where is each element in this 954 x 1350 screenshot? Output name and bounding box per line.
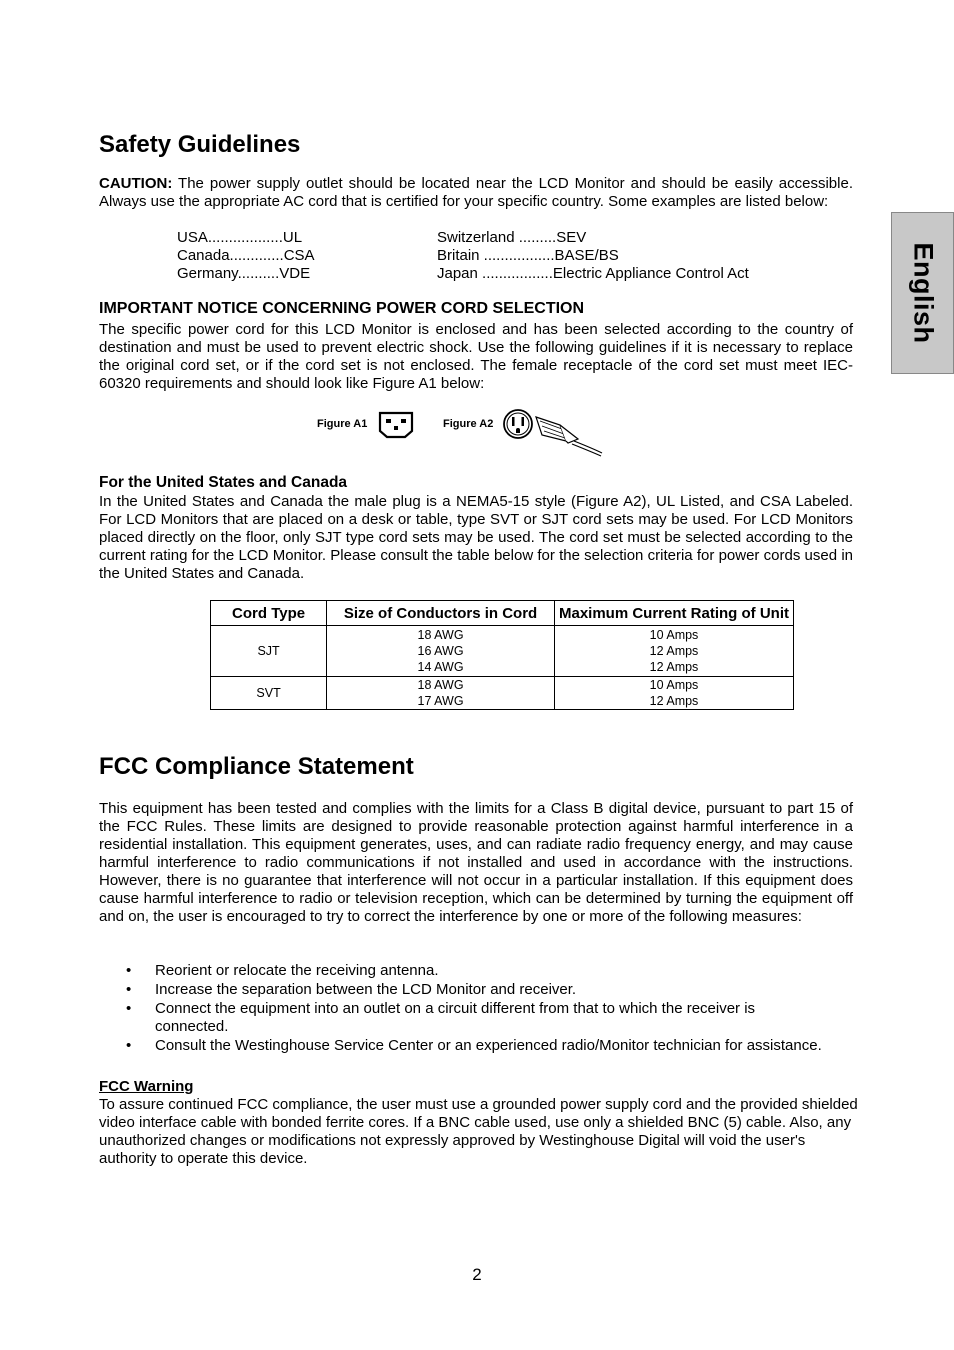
country-item: Germany..........VDE xyxy=(177,265,311,282)
caution-label: CAUTION: xyxy=(99,175,173,192)
bullet-icon: • xyxy=(126,1037,132,1054)
current-rating: 10 Amps xyxy=(649,628,699,642)
list-item xyxy=(99,962,859,980)
figure-a2-label: Figure A2 xyxy=(443,418,494,430)
country-list-right xyxy=(437,229,749,283)
column-header: Cord Type xyxy=(211,601,327,626)
fcc-title: FCC Compliance Statement xyxy=(99,753,414,780)
conductor-size: 18 AWG xyxy=(417,628,464,642)
bullet-icon: • xyxy=(126,962,132,979)
country-item: USA..................UL xyxy=(177,229,303,246)
conductor-size: 14 AWG xyxy=(417,660,464,674)
current-rating: 12 Amps xyxy=(649,694,699,708)
fcc-warning-title: FCC Warning xyxy=(99,1078,194,1095)
column-header: Maximum Current Rating of Unit xyxy=(554,601,793,626)
country-list-left xyxy=(177,229,315,283)
table-row xyxy=(211,626,794,677)
country-item: Switzerland .........SEV xyxy=(437,229,587,246)
measure-text: Connect the equipment into an outlet on a circuit different from that to which the receiver is connected. xyxy=(155,1000,756,1035)
list-item xyxy=(99,981,859,999)
plug-icon xyxy=(502,407,606,462)
cord-type-cell: SJT xyxy=(211,626,327,677)
caution-paragraph xyxy=(99,175,853,211)
country-item: Britain .................BASE/BS xyxy=(437,247,619,264)
us-canada-text: In the United States and Canada the male plug is a NEMA5-15 style (Figure A2), UL Listed, and CSA Labeled. For LCD Monitors that are placed on a desk or table, type SVT or SJT cord sets may be used. For LCD Monitors placed directly on the floor, only SJT type cord sets may be used. The cord set must be selected according to the current rating for the LCD Monitor. Please consult the table below for the selection criteria for power cords used in the United States and Canada. xyxy=(99,493,853,582)
receptacle-icon xyxy=(377,411,415,444)
language-tab-label: English xyxy=(908,242,938,344)
notice-text: The specific power cord for this LCD Monitor is enclosed and has been selected according to the country of destination and must be used to prevent electric shock. Use the following guidelines if it is necessary to replace the original cord set, or if the cord set is not enclosed. The female receptacle of the cord set must meet IEC-60320 requirements and should look like Figure A1 below: xyxy=(99,321,853,392)
us-canada-title: For the United States and Canada xyxy=(99,474,348,491)
column-header: Size of Conductors in Cord xyxy=(327,601,555,626)
current-rating-cell xyxy=(554,677,793,710)
notice-title: IMPORTANT NOTICE CONCERNING POWER CORD SELECTION xyxy=(99,300,585,317)
current-rating: 12 Amps xyxy=(649,660,699,674)
measures-list xyxy=(99,962,859,1056)
bullet-icon: • xyxy=(126,1000,132,1017)
table-header-row xyxy=(211,601,794,626)
bullet-icon: • xyxy=(126,981,132,998)
conductor-size: 18 AWG xyxy=(417,678,464,692)
conductor-size: 17 AWG xyxy=(417,694,464,708)
current-rating: 12 Amps xyxy=(649,644,699,658)
cord-type-cell: SVT xyxy=(211,677,327,710)
fcc-warning-text: To assure continued FCC compliance, the user must use a grounded power supply cord and the provided shielded video interface cable with bonded ferrite cores. If a BNC cable used, use only a shielded BNC (5) cable. Also, any unauthorized changes or modifications not expressly approved by Westinghouse Digital will void the user's authority to operate this device. xyxy=(99,1096,858,1167)
language-tab[interactable] xyxy=(891,212,954,374)
figure-a1-label: Figure A1 xyxy=(317,418,368,430)
safety-title: Safety Guidelines xyxy=(99,131,301,158)
country-item: Japan .................Electric Appliance Control Act xyxy=(437,265,749,282)
page-number: 2 xyxy=(472,1265,482,1284)
measure-text: Reorient or relocate the receiving antenna. xyxy=(155,962,439,979)
conductor-size: 16 AWG xyxy=(417,644,464,658)
conductor-size-cell xyxy=(327,626,555,677)
list-item xyxy=(99,1037,859,1055)
country-item: Canada.............CSA xyxy=(177,247,315,264)
current-rating: 10 Amps xyxy=(649,678,699,692)
conductor-size-cell xyxy=(327,677,555,710)
measure-text: Consult the Westinghouse Service Center or an experienced radio/Monitor technician for assistance. xyxy=(155,1037,822,1054)
fcc-text: This equipment has been tested and complies with the limits for a Class B digital device, pursuant to part 15 of the FCC Rules. These limits are designed to provide reasonable protection against harmful interference in a residential installation. This equipment generates, uses, and can radiate radio frequency energy, and may cause harmful interference to radio communications if not installed and used in accordance with the instructions. However, there is no guarantee that interference will not occur in a particular installation. If this equipment does cause harmful interference to radio or television reception, which can be determined by turning the equipment off and on, the user is encouraged to try to correct the interference by one or more of the following measures: xyxy=(99,800,853,925)
table-row xyxy=(211,677,794,710)
current-rating-cell xyxy=(554,626,793,677)
cord-table xyxy=(210,600,794,710)
list-item xyxy=(99,1000,859,1036)
caution-text: The power supply outlet should be located near the LCD Monitor and should be easily accessible. Always use the appropriate AC cord that is certified for your specific country. Some examples are listed below: xyxy=(99,175,853,210)
measure-text: Increase the separation between the LCD Monitor and receiver. xyxy=(155,981,577,998)
